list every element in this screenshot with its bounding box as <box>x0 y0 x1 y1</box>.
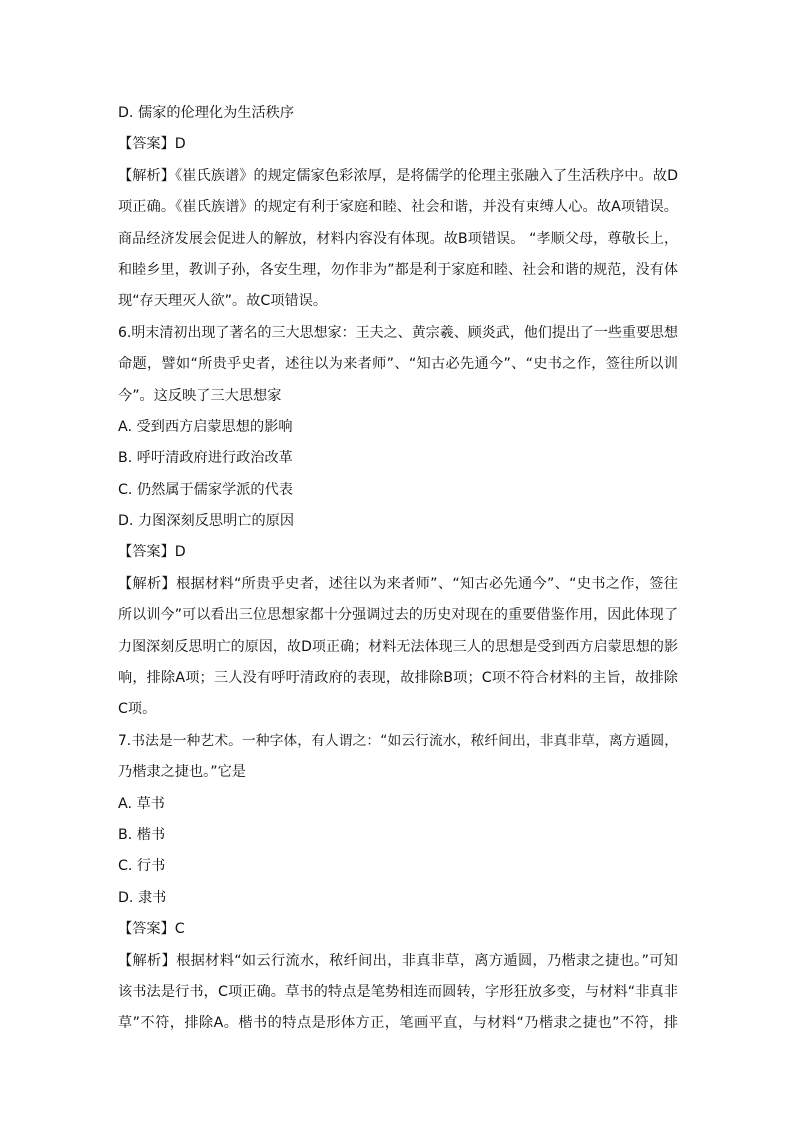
q7-option-c: C. 行书 <box>118 858 166 875</box>
q5-option-d: D. 儒家的伦理化为生活秩序 <box>118 105 295 121</box>
q7-stem-line-1: 7.书法是一种艺术。一种字体，有人谓之：“如云行流水，秾纤间出，非真非草，离方遁圆， <box>118 732 678 749</box>
q7-option-d: D. 隶书 <box>118 889 167 906</box>
q6-option-a: A. 受到西方启蒙思想的影响 <box>118 418 293 435</box>
q6-analysis-line-3: 力图深刻反思明亡的原因，故D项正确；材料无法体现三人的思想是受到西方启蒙思想的影 <box>118 638 678 655</box>
q6-option-d: D. 力图深刻反思明亡的原因 <box>118 513 295 530</box>
q6-option-c: C. 仍然属于儒家学派的代表 <box>118 481 293 498</box>
q5-answer: 【答案】D <box>118 136 186 153</box>
q5-analysis-line-3: 商品经济发展会促进人的解放，材料内容没有体现。故B项错误。 “孝顺父母，尊敬长上， <box>118 230 678 247</box>
q5-analysis-line-2: 项正确。《崔氏族谱》的规定有利于家庭和睦、社会和谐，并没有束缚人心。故A项错误。 <box>118 199 678 216</box>
q6-option-b: B. 呼吁清政府进行政治改革 <box>118 450 293 467</box>
q7-analysis-line-2: 该书法是行书，C项正确。草书的特点是笔势相连而圆转，字形狂放多变，与材料“非真非 <box>118 983 678 1000</box>
q7-answer: 【答案】C <box>118 921 185 938</box>
q6-answer: 【答案】D <box>118 544 186 561</box>
q6-stem-line-1: 6.明末清初出现了著名的三大思想家：王夫之、黄宗羲、顾炎武，他们提出了一些重要思想 <box>118 324 678 341</box>
q6-stem-line-2: 命题，譬如“所贵乎史者，述往以为来者师”、“知古必先通今”、“史书之作，签往所以训 <box>118 356 678 373</box>
q6-stem-line-3: 今”。这反映了三大思想家 <box>118 387 282 404</box>
q7-analysis-line-3: 草”不符，排除A。楷书的特点是形体方正，笔画平直，与材料“乃楷隶之捷也”不符，排 <box>118 1015 678 1032</box>
q7-analysis-line-1: 【解析】根据材料“如云行流水，秾纤间出，非真非草，离方遁圆，乃楷隶之捷也。”可知 <box>118 952 678 969</box>
q6-analysis-line-5: C项。 <box>118 701 157 718</box>
q5-analysis-line-5: 现“存天理灭人欲”。故C项错误。 <box>118 293 328 310</box>
q6-analysis-line-4: 响，排除A项；三人没有呼吁清政府的表现，故排除B项；C项不符合材料的主旨，故排除 <box>118 670 678 687</box>
q7-option-b: B. 楷书 <box>118 826 166 843</box>
q7-stem-line-2: 乃楷隶之捷也。”它是 <box>118 764 246 781</box>
document-page <box>118 98 678 1040</box>
q5-analysis-line-1: 【解析】《崔氏族谱》的规定儒家色彩浓厚，是将儒学的伦理主张融入了生活秩序中。故D <box>118 167 678 184</box>
q7-option-a: A. 草书 <box>118 795 165 812</box>
q6-analysis-line-1: 【解析】根据材料“所贵乎史者，述往以为来者师”、“知古必先通今”、“史书之作，签往 <box>118 575 678 592</box>
q6-analysis-line-2: 所以训今”可以看出三位思想家都十分强调过去的历史对现在的重要借鉴作用，因此体现了 <box>118 607 678 624</box>
q5-analysis-line-4: 和睦乡里，教训子孙，各安生理，勿作非为”都是利于家庭和睦、社会和谐的规范，没有体 <box>118 261 678 278</box>
